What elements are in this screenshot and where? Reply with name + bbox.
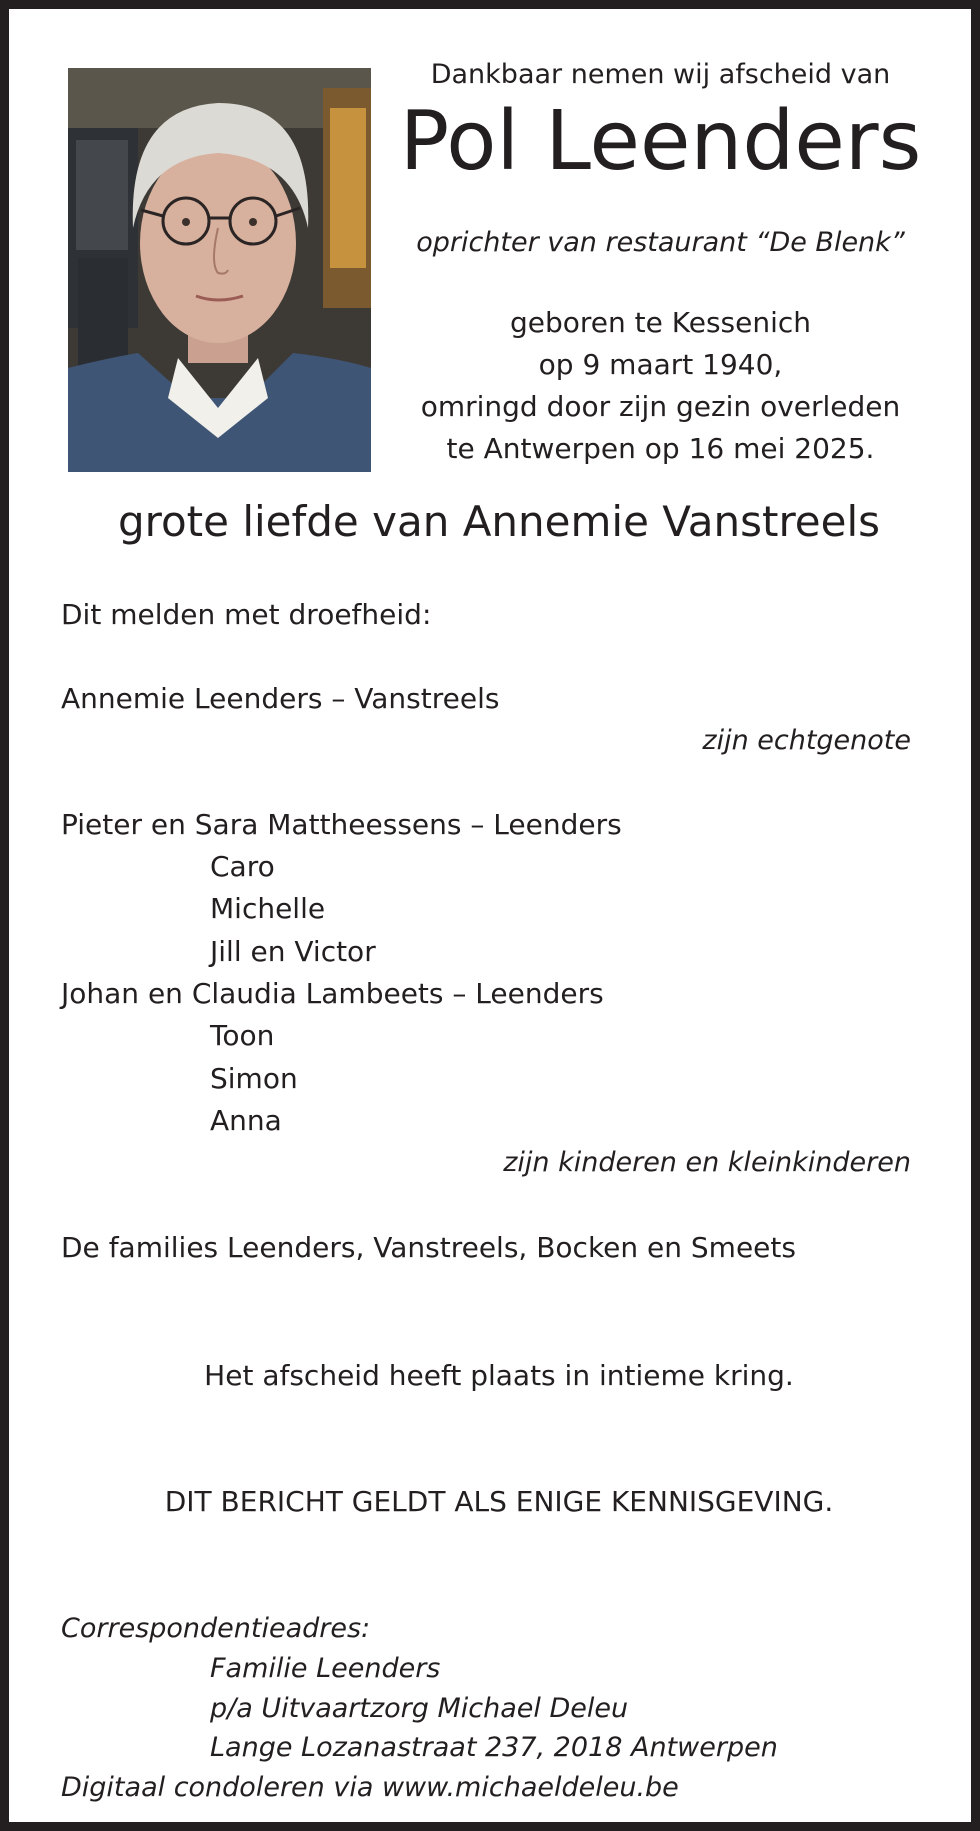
extended-families: De families Leenders, Vanstreels, Bocken en Smeets <box>61 1231 796 1264</box>
farewell-note: Het afscheid heeft plaats in intieme kring. <box>204 1359 794 1392</box>
grandchild: Toon <box>210 1019 275 1052</box>
grandchild: Simon <box>210 1062 298 1095</box>
children-role: zijn kinderen en kleinkinderen <box>503 1147 911 1178</box>
grandchild: Anna <box>210 1104 282 1137</box>
spouse: Annemie Leenders – Vanstreels <box>61 682 500 715</box>
condolence-line: Digitaal condoleren via www.michaeldeleu.be <box>61 1772 679 1803</box>
grandchild: Michelle <box>210 892 326 925</box>
address-line: Lange Lozanastraat 237, 2018 Antwerpen <box>210 1732 778 1763</box>
correspondence-label: Correspondentieadres: <box>61 1613 371 1644</box>
portrait-photo <box>68 68 371 472</box>
grandchild: Caro <box>210 850 275 883</box>
child-1: Pieter en Sara Mattheessens – Leenders <box>61 808 622 841</box>
portrait-illustration <box>68 68 371 472</box>
deceased-name: Pol Leenders <box>399 94 922 189</box>
love-line: grote liefde van Annemie Vanstreels <box>117 497 881 546</box>
bio-line-3: omringd door zijn gezin overleden <box>420 390 901 423</box>
notice: DIT BERICHT GELDT ALS ENIGE KENNISGEVING. <box>164 1485 834 1518</box>
family-intro: Dit melden met droefheid: <box>61 598 432 631</box>
bio-line-1: geboren te Kessenich <box>509 306 812 339</box>
grandchild: Jill en Victor <box>210 935 376 968</box>
bio-line-2: op 9 maart 1940, <box>538 348 783 381</box>
spouse-role: zijn echtgenote <box>702 725 911 756</box>
address-line: p/a Uitvaartzorg Michael Deleu <box>210 1693 629 1724</box>
intro-line: Dankbaar nemen wij afscheid van <box>430 59 891 90</box>
subtitle: oprichter van restaurant “De Blenk” <box>416 227 905 258</box>
bio-line-4: te Antwerpen op 16 mei 2025. <box>446 432 875 465</box>
address-line: Familie Leenders <box>210 1653 441 1684</box>
child-2: Johan en Claudia Lambeets – Leenders <box>61 977 604 1010</box>
